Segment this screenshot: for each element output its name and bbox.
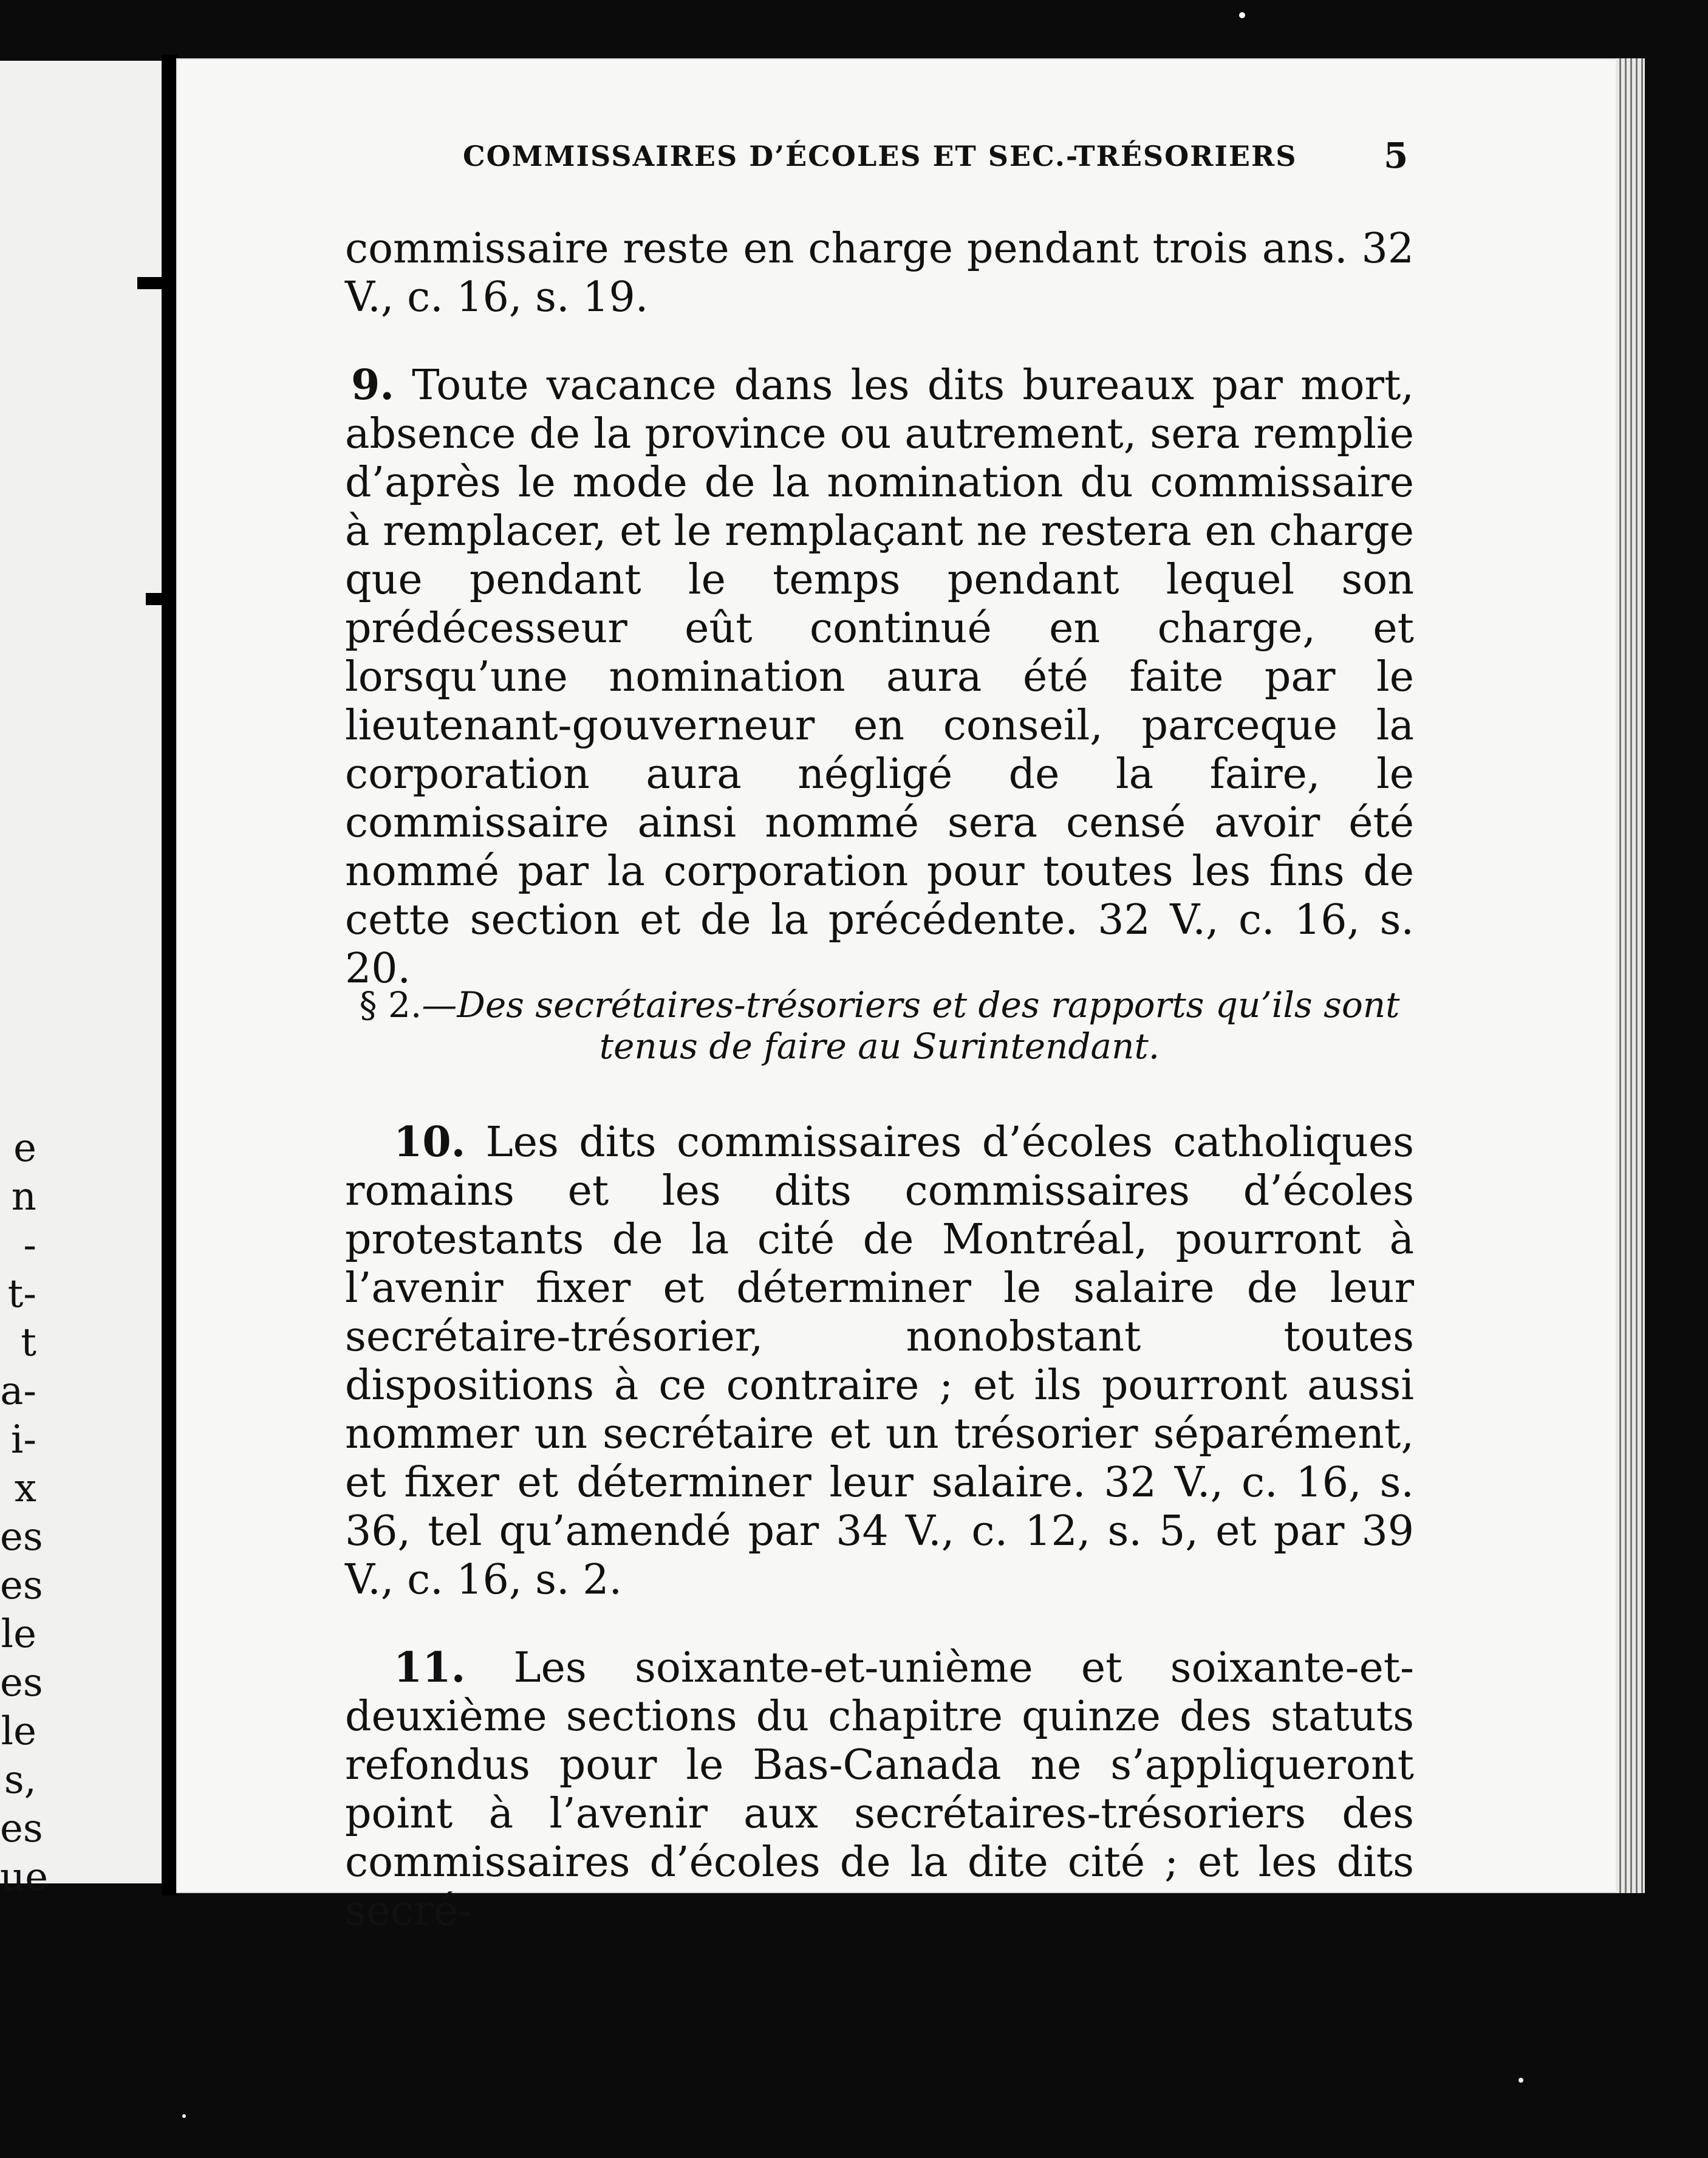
paragraph-text: commissaire reste en charge pendant trois ans. 32 V., c. 16, s. 19. [345,225,1414,321]
paragraph-10 [345,1118,1414,1605]
running-head: COMMISSAIRES D’ÉCOLES ET SEC.-TRÉSORIERS [463,140,1297,173]
binding-spine [162,55,177,1896]
paragraph-number: 10. [394,1118,466,1166]
section-title: —Des secrétaires-trésoriers et des rapports qu’ils sont tenus de faire au Surintendant. [422,984,1400,1067]
fragment-line: es [0,1563,43,1608]
scan-speck [1239,12,1245,18]
fragment-line: e [13,1126,36,1171]
scan-speck [1518,2078,1523,2083]
fragment-line: a- [0,1369,36,1414]
fragment-line: es [0,1806,43,1851]
fragment-line: t- [7,1272,36,1317]
section-heading [345,984,1414,1067]
paragraph-11 [345,1643,1414,1936]
paragraph-continuation [345,225,1414,322]
paragraph-number: 9. [351,361,394,409]
fragment-line: t [21,1320,36,1365]
paragraph-text: Toute vacance dans les dits bureaux par mort, absence de la province ou autrement, sera remplie d’après le mode de la nomination du commissaire à remplacer, et le remplaçant ne restera en charge que pendant le temps pendant lequel son prédécesseur eût continué en charge, et lorsqu’une nomination aura été faite par le lieutenant-gouverneur en conseil, parceque la corporation aura négligé de la faire, le commissaire ainsi nommé sera censé avoir été nommé par la corporation pour toutes les fins de cette section et de la précédente. 32 V., c. 16, s. 20. [345,361,1414,993]
page-number: 5 [1384,135,1409,176]
fragment-line: es [0,1515,43,1560]
fragment-line: le [1,1709,36,1754]
paragraph-number: 11. [394,1643,466,1692]
fragment-line: s, [4,1758,36,1803]
body-text-lower [345,1118,1414,1936]
fragment-line: i- [10,1417,36,1462]
fragment-line: x [14,1466,36,1511]
fragment-line: es [0,1660,43,1705]
facing-page [0,61,176,1900]
paragraph-9 [345,361,1414,993]
fragment-line: le [1,1612,36,1657]
page-edge [1616,58,1645,1893]
body-text-upper [345,225,1414,993]
paragraph-text: Les dits commissaires d’écoles catholiques romains et les dits commissaires d’écoles protestants de la cité de Montréal, pourront à l’avenir fixer et déterminer le salaire de leur secrétaire-trésorier, nonobstant toutes dispositions à ce contraire ; et ils pourront aussi nommer un secrétaire et un trésorier séparément, et fixer et déterminer leur salaire. 32 V., c. 16, s. 36, tel qu’amendé par 34 V., c. 12, s. 5, et par 39 V., c. 16, s. 2. [345,1118,1414,1604]
scan-speck [182,2114,186,2118]
section-mark: § 2. [359,984,422,1026]
paragraph-text: Les soixante-et-unième et soixante-et-deuxième sections du chapitre quinze des statuts refondus pour le Bas-Canada ne s’appliqueront point à l’avenir aux secrétaires-trésoriers des commissaires d’écoles de la dite cité ; et les dits secré- [345,1644,1414,1935]
facing-page-text-fragments [0,1124,49,1902]
fragment-line: ue [0,1855,49,1900]
fragment-line: - [23,1223,36,1268]
fragment-line: n [11,1174,36,1219]
